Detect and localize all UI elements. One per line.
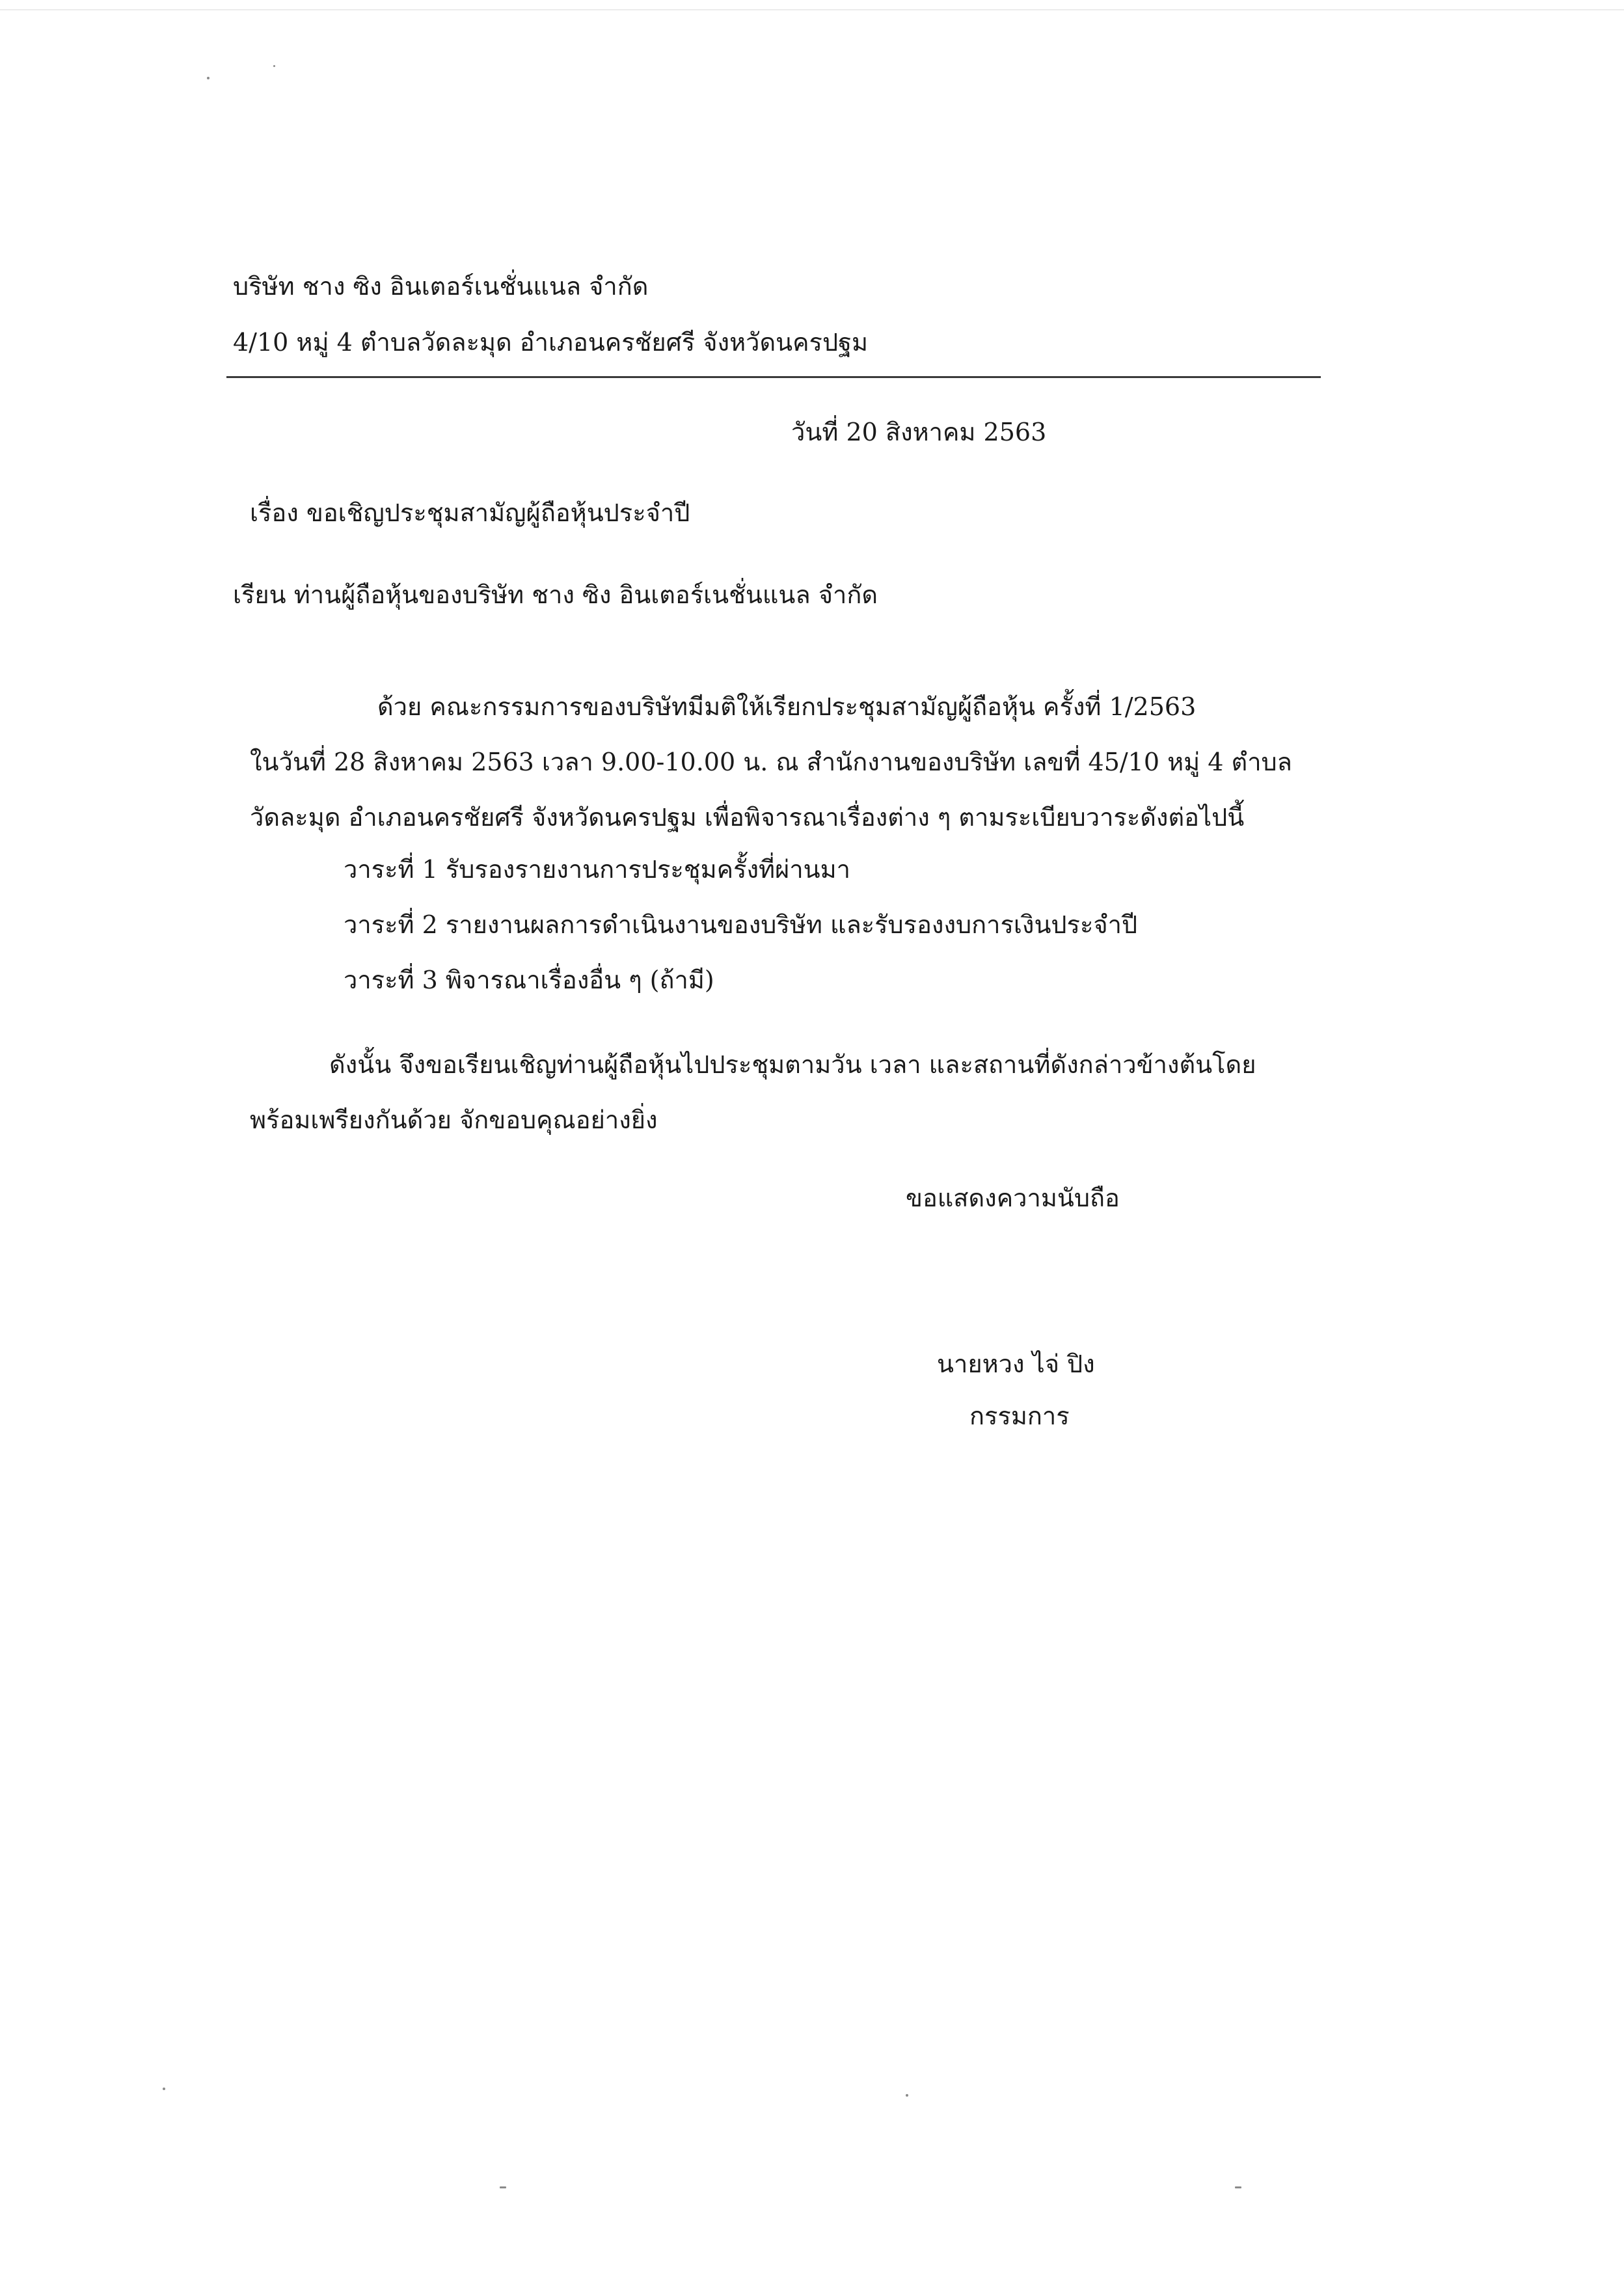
scan-speck <box>273 65 275 67</box>
scan-speck <box>500 2186 506 2188</box>
scan-speck <box>906 2094 908 2097</box>
agenda-item: วาระที่ 2 รายงานผลการดำเนินงานของบริษัท และรับรองงบการเงินประจำปี <box>344 910 1138 939</box>
body-line: ในวันที่ 28 สิงหาคม 2563 เวลา 9.00-10.00 น. ณ สำนักงานของบริษัท เลขที่ 45/10 หมู่ 4 ตำบล <box>250 748 1292 776</box>
closing-line: ดังนั้น จึงขอเรียนเชิญท่านผู้ถือหุ้นไปประชุมตามวัน เวลา และสถานที่ดังกล่าวข้างต้นโดย <box>329 1050 1256 1079</box>
body-line: ด้วย คณะกรรมการของบริษัทมีมติให้เรียกประชุมสามัญผู้ถือหุ้น ครั้งที่ 1/2563 <box>377 692 1197 721</box>
company-name: บริษัท ชาง ซิง อินเตอร์เนชั่นแนล จำกัด <box>233 272 649 301</box>
scan-speck <box>207 77 210 79</box>
letter-salutation: เรียน ท่านผู้ถือหุ้นของบริษัท ชาง ซิง อินเตอร์เนชั่นแนล จำกัด <box>233 580 878 609</box>
closing-line: พร้อมเพรียงกันด้วย จักขอบคุณอย่างยิ่ง <box>250 1106 658 1134</box>
letter-subject: เรื่อง ขอเชิญประชุมสามัญผู้ถือหุ้นประจำปี <box>250 498 690 527</box>
page-top-edge <box>0 9 1624 10</box>
signatory-title: กรรมการ <box>969 1402 1070 1430</box>
agenda-item: วาระที่ 1 รับรองรายงานการประชุมครั้งที่ผ่านมา <box>344 855 851 884</box>
agenda-item: วาระที่ 3 พิจารณาเรื่องอื่น ๆ (ถ้ามี) <box>344 966 714 994</box>
signatory-name: นายหวง ไจ่ ปิง <box>937 1350 1095 1378</box>
sign-off: ขอแสดงความนับถือ <box>906 1184 1120 1212</box>
scan-speck <box>1235 2186 1241 2188</box>
body-line: วัดละมุด อำเภอนครชัยศรี จังหวัดนครปฐม เพื่อพิจารณาเรื่องต่าง ๆ ตามระเบียบวาระดังต่อไปนี้ <box>250 803 1245 832</box>
scan-speck <box>163 2088 165 2090</box>
letterhead-divider <box>226 376 1321 378</box>
letter-date: วันที่ 20 สิงหาคม 2563 <box>791 418 1047 446</box>
company-address: 4/10 หมู่ 4 ตำบลวัดละมุด อำเภอนครชัยศรี จังหวัดนครปฐม <box>233 328 869 357</box>
